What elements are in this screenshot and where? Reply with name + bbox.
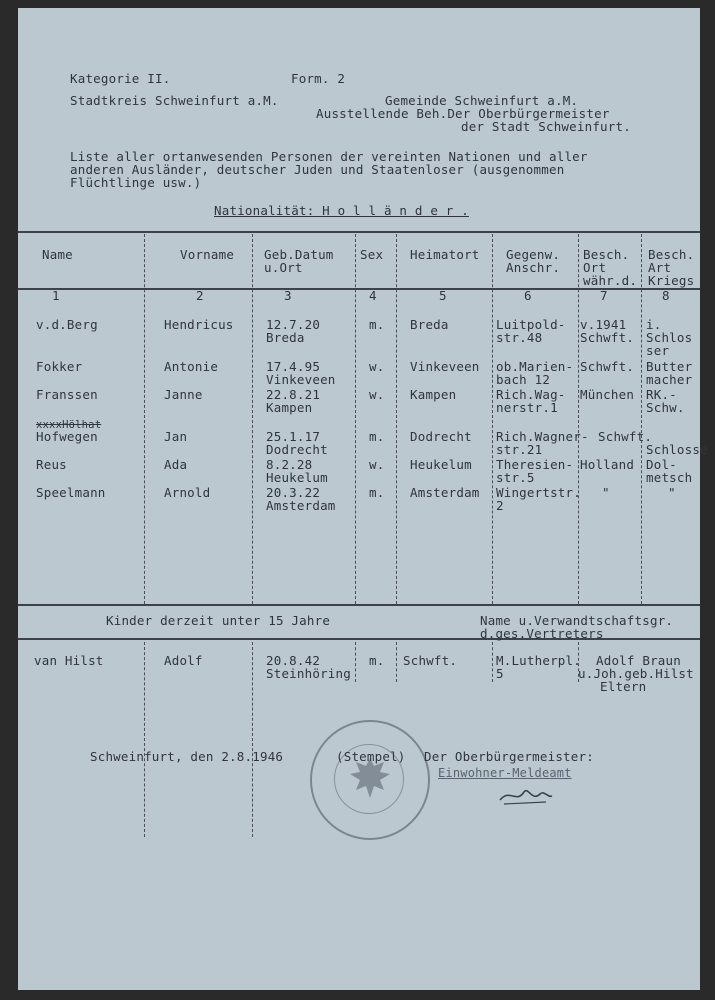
cell-besch-art: Dol- [646,457,677,472]
cell-besch-art-3: ser [646,343,670,358]
cell-heimatort: Amsterdam [410,485,480,500]
kind-anschrift-2: 5 [496,666,504,681]
col-header-besch-art: Besch. [648,247,695,262]
cell-besch-art-2: macher [646,372,693,387]
header-bottom-rule [18,288,700,290]
kategorie: Kategorie II. [70,71,171,86]
cell-anschrift: Rich.Wagner- [496,429,589,444]
kind-name: van Hilst [34,653,104,668]
official-seal-stamp [310,720,430,840]
cell-besch-art: Butter [646,359,693,374]
cell-sex: m. [369,485,385,500]
cell-besch-ort: v.1941 [580,317,627,332]
kind-heimatort: Schwft. [403,653,458,668]
cell-anschrift: Theresien- [496,457,574,472]
cell-anschrift-2: str.5 [496,470,535,485]
cell-anschrift-2: str.48 [496,330,543,345]
cell-sex: m. [369,317,385,332]
stadtkreis: Stadtkreis Schweinfurt a.M. [70,93,279,108]
col-number: 3 [284,288,292,303]
col-header-geb-ort: u.Ort [264,260,303,275]
cell-name: Hofwegen [36,429,98,444]
col-header-gegenw: Gegenw. [506,247,561,262]
cell-sex: w. [369,387,385,402]
kind-anschrift: M.Lutherpl. [496,653,581,668]
einwohner-meldeamt-stamp: Einwohner-Meldeamt [438,766,572,780]
cell-besch-art: " [668,485,676,500]
kinder-top-rule [18,604,700,606]
col-header-besch-ort: Besch. [583,247,630,262]
ausstellende-behoerde: Ausstellende Beh.Der Oberbürgermeister [316,106,610,121]
col-header-heimatort: Heimatort [410,247,480,262]
col-divider [492,642,494,682]
col-header-besch-ort-3: währ.d. [583,273,638,288]
col-divider [578,234,580,604]
document-page [18,8,708,990]
cell-geb: 22.8.21 [266,387,321,402]
cell-name: Reus [36,457,67,472]
cell-geb-ort: Vinkeveen [266,372,336,387]
col-divider [252,234,254,604]
intro-line-1: Liste aller ortanwesenden Personen der vereinten Nationen und aller [70,149,588,164]
cell-besch-ort: München [580,387,635,402]
kind-geb: 20.8.42 [266,653,321,668]
cell-name: v.d.Berg [36,317,98,332]
col-divider [144,234,146,604]
cell-besch-art: Schlosse [646,442,708,457]
cell-geb: 12.7.20 [266,317,321,332]
cell-geb-ort: Kampen [266,400,313,415]
cell-heimatort: Kampen [410,387,457,402]
cell-anschrift: Luitpold- [496,317,566,332]
cell-geb: 8.2.28 [266,457,313,472]
cell-anschrift-2: nerstr.1 [496,400,558,415]
cell-besch-ort: " [602,485,610,500]
kind-vertreter: Adolf Braun [596,653,681,668]
cell-besch-art: i. [646,317,662,332]
stempel-label: (Stempel) [336,749,406,764]
col-header-geb: Geb.Datum [264,247,334,262]
table-top-rule [18,231,700,233]
cell-vorname: Ada [164,457,188,472]
cell-vorname: Antonie [164,359,219,374]
col-number: 1 [52,288,60,303]
col-header-anschr: Anschr. [506,260,561,275]
kind-vertreter-2: u.Joh.geb.Hilst [578,666,694,681]
cell-geb: 20.3.22 [266,485,321,500]
col-divider [641,234,643,604]
cell-besch-ort-2: Schwft. [580,330,635,345]
col-divider [144,642,146,837]
cell-heimatort: Dodrecht [410,429,472,444]
col-header-besch-art-2: Art [648,260,672,275]
vertreter-header-2: d.ges.Vertreters [480,626,604,641]
cell-anschrift: Wingertstr. [496,485,581,500]
ort-datum: Schweinfurt, den 2.8.1946 [90,749,284,764]
col-number: 7 [600,288,608,303]
col-header-vorname: Vorname [180,247,235,262]
col-divider [396,642,398,682]
cell-anschrift-2: str.21 [496,442,543,457]
col-divider [492,234,494,604]
col-number: 4 [369,288,377,303]
cell-name: Fokker [36,359,83,374]
stadt-schweinfurt: der Stadt Schweinfurt. [461,119,631,134]
cell-anschrift-2: 2 [496,498,504,513]
cell-geb: 25.1.17 [266,429,321,444]
col-header-sex: Sex [360,247,384,262]
cell-geb-ort: Dodrecht [266,442,328,457]
cell-besch-art: RK.- [646,387,677,402]
cell-vorname: Arnold [164,485,211,500]
form-number: Form. 2 [291,71,346,86]
cell-besch-ort: Schwft. [580,359,635,374]
cell-besch-art-2: metsch [646,470,693,485]
cell-heimatort: Vinkeveen [410,359,480,374]
col-divider [355,642,357,682]
col-header-besch-art-3: Kriegs [648,273,695,288]
cell-vorname: Hendricus [164,317,234,332]
cell-vorname: Janne [164,387,203,402]
cell-geb-ort: Breda [266,330,305,345]
intro-line-3: Flüchtlinge usw.) [70,175,202,190]
cell-sex: w. [369,359,385,374]
col-header-besch-ort-2: Ort [583,260,607,275]
cell-anschrift: ob.Marien- [496,359,574,374]
cell-name: Franssen [36,387,98,402]
signature [496,780,556,808]
intro-line-2: anderen Ausländer, deutscher Juden und Staatenloser (ausgenommen [70,162,565,177]
cell-geb-ort: Amsterdam [266,498,336,513]
cell-besch-art-2: Schlos [646,330,693,345]
cell-sex: w. [369,457,385,472]
col-divider [355,234,357,604]
vertreter-header: Name u.Verwandtschaftsgr. [480,613,674,628]
cell-heimatort: Breda [410,317,449,332]
col-header-name: Name [42,247,73,262]
cell-heimatort: Heukelum [410,457,472,472]
cell-besch-ort: Schwft. [598,429,653,444]
struck-out-name: xxxxHölhat [36,419,102,431]
col-divider [396,234,398,604]
nationalitaet: Nationalität: H o l l ä n d e r . [214,203,469,218]
col-number: 5 [439,288,447,303]
cell-sex: m. [369,429,385,444]
cell-anschrift-2: bach 12 [496,372,551,387]
col-number: 8 [662,288,670,303]
cell-name: Speelmann [36,485,106,500]
kind-vorname: Adolf [164,653,203,668]
kinder-label: Kinder derzeit unter 15 Jahre [106,613,331,628]
gemeinde: Gemeinde Schweinfurt a.M. [385,93,579,108]
col-number: 6 [524,288,532,303]
kind-sex: m. [369,653,385,668]
cell-vorname: Jan [164,429,188,444]
cell-geb: 17.4.95 [266,359,321,374]
cell-geb-ort: Heukelum [266,470,328,485]
col-number: 2 [196,288,204,303]
cell-anschrift: Rich.Wag- [496,387,566,402]
kind-vertreter-3: Eltern [600,679,647,694]
cell-besch-art-2: Schw. [646,400,685,415]
col-divider [252,642,254,837]
cell-besch-ort: Holland [580,457,635,472]
oberbuergermeister-label: Der Oberbürgermeister: [424,749,594,764]
kind-geb-ort: Steinhöring [266,666,351,681]
